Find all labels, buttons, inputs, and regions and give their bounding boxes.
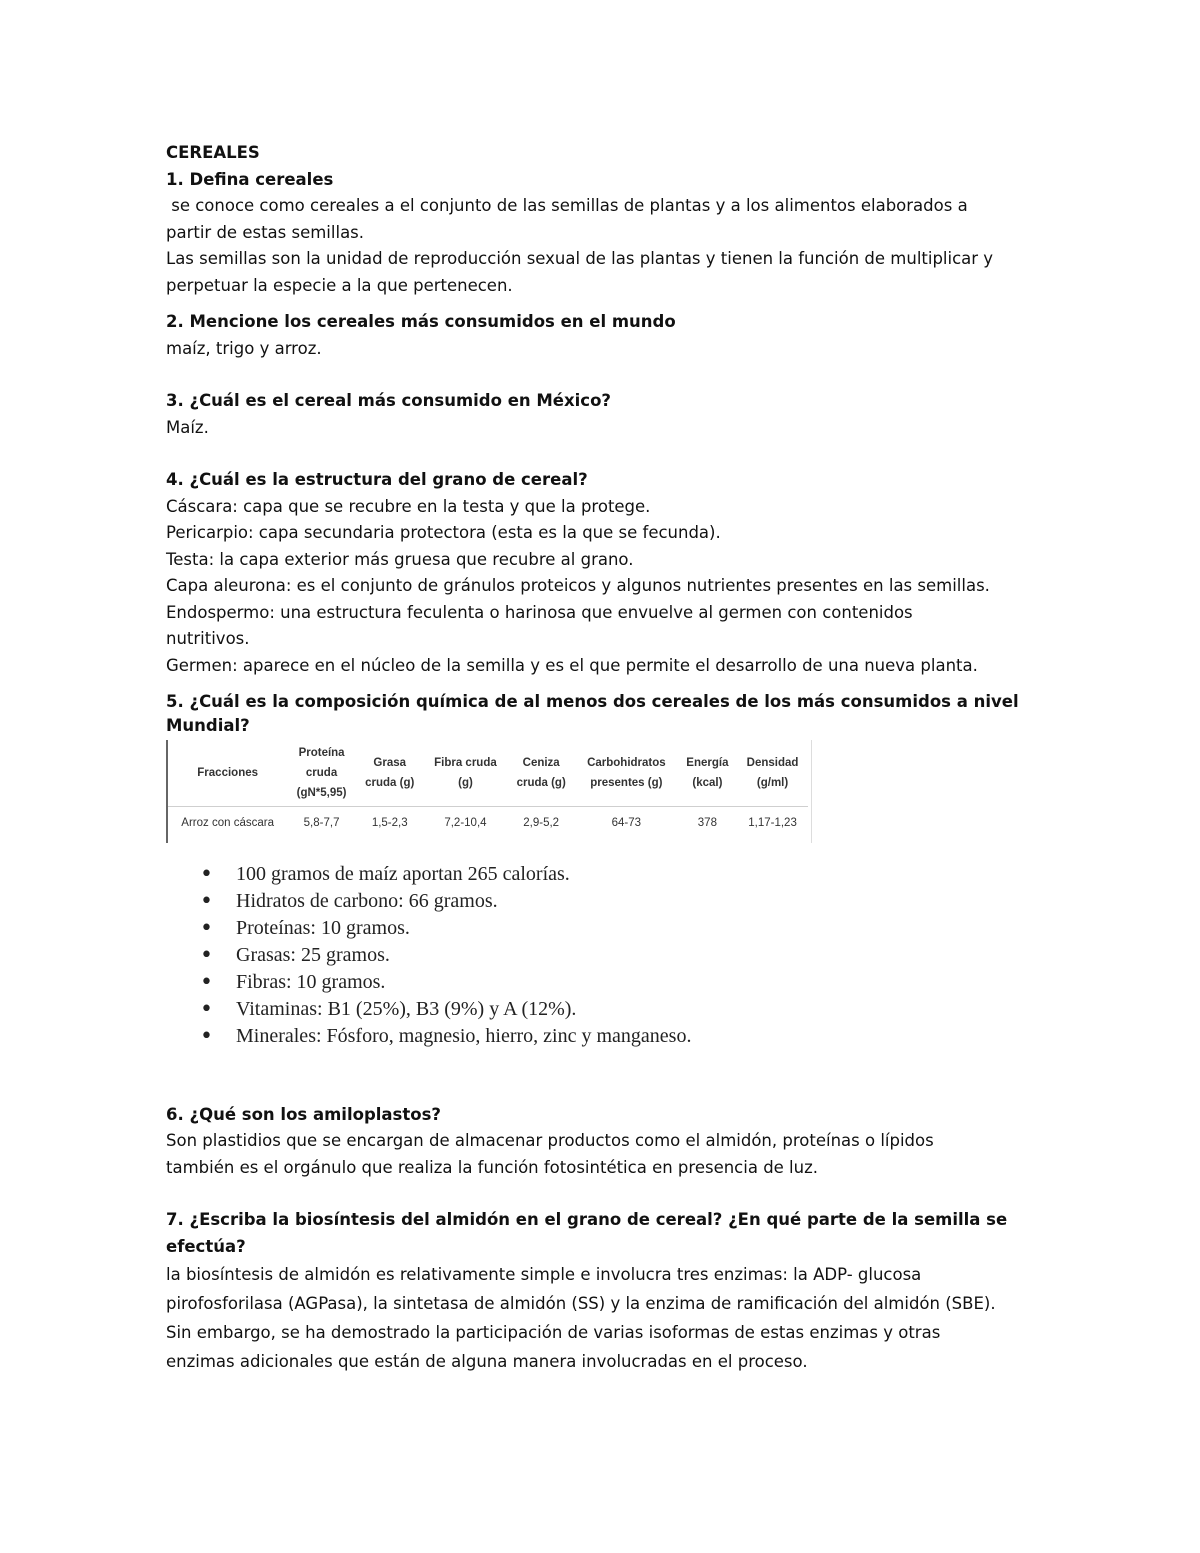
question-5-line: Mundial? (166, 715, 250, 735)
answer-2: maíz, trigo y arroz. (166, 338, 322, 358)
header-line: presentes (g) (590, 776, 663, 789)
header-line: Fracciones (197, 766, 259, 779)
answer-7-line: pirofosforilasa (AGPasa), la sintetasa de almidón (SS) y la enzima de ramificación del almidón (SBE). (166, 1294, 996, 1313)
answer-1-line: partir de estas semillas. (166, 222, 365, 242)
answer-6-line: también es el orgánulo que realiza la función fotosintética en presencia de luz. (166, 1157, 819, 1177)
answer-3: Maíz. (166, 417, 209, 437)
header-line: (g) (458, 776, 473, 789)
table-header-cell (678, 740, 737, 807)
header-line: Fibra cruda (434, 756, 497, 769)
question-7-line: efectúa? (166, 1236, 246, 1256)
answer-7-line: la biosíntesis de almidón es relativamente simple e involucra tres enzimas: la ADP- glucosa (166, 1265, 922, 1284)
document-page (166, 140, 1046, 1376)
list-item: • Proteínas: 10 gramos. (236, 915, 1046, 942)
answer-4-line: Testa: la capa exterior más gruesa que recubre al grano. (166, 549, 634, 569)
list-item: • Grasas: 25 gramos. (236, 942, 1046, 969)
answer-4-line: Pericarpio: capa secundaria protectora (esta es la que se fecunda). (166, 523, 721, 542)
table-cell: 64-73 (611, 817, 642, 830)
table-row (168, 806, 808, 841)
header-line: Densidad (746, 756, 799, 769)
answer-4-line: Germen: aparece en el núcleo de la semilla y es el que permite el desarrollo de una nueva planta. (166, 655, 978, 675)
table-header-cell (424, 740, 508, 807)
answer-1-line: Las semillas son la unidad de reproducción sexual de las plantas y tienen la función de multiplicar y (166, 249, 994, 268)
composition-table-image (166, 740, 812, 843)
table-cell: 1,5-2,3 (371, 817, 408, 830)
answer-7-line: Sin embargo, se ha demostrado la participación de varias isoformas de estas enzimas y otras (166, 1323, 941, 1342)
list-item: • Hidratos de carbono: 66 gramos. (236, 888, 1046, 915)
question-7-line: 7. ¿Escriba la biosíntesis del almidón en el grano de cereal? ¿En qué parte de la semilla se (166, 1210, 1008, 1229)
table-header-cell (507, 740, 575, 807)
header-line: Ceniza (522, 756, 560, 769)
header-line: Grasa (373, 756, 407, 769)
document-title: CEREALES (166, 143, 260, 162)
question-4: 4. ¿Cuál es la estructura del grano de cereal? (166, 470, 588, 489)
answer-4-line: Capa aleurona: es el conjunto de gránulos proteicos y algunos nutrientes presentes en las semillas. (166, 576, 990, 595)
list-item: • 100 gramos de maíz aportan 265 calorías. (236, 861, 1046, 888)
header-line: cruda (305, 766, 338, 779)
table-cell: 2,9-5,2 (523, 817, 560, 830)
list-item: • Vitaminas: B1 (25%), B3 (9%) y A (12%). (236, 996, 1046, 1023)
header-line: Proteína (298, 746, 345, 759)
question-2: 2. Mencione los cereales más consumidos en el mundo (166, 312, 676, 331)
answer-4-line: nutritivos. (166, 629, 250, 648)
table-cell: 5,8-7,7 (303, 817, 340, 830)
table-header-cell (575, 740, 678, 807)
answer-7-line: enzimas adicionales que están de alguna manera involucradas en el proceso. (166, 1352, 808, 1371)
composition-table (168, 740, 808, 841)
table-header-cell (737, 740, 808, 807)
table-cell: 1,17-1,23 (748, 817, 797, 830)
header-line: (g/ml) (756, 776, 789, 789)
nutrition-list (166, 861, 1046, 1050)
header-line: cruda (g) (516, 776, 566, 789)
table-cell: 7,2-10,4 (444, 817, 487, 830)
list-item: • Minerales: Fósforo, magnesio, hierro, zinc y manganeso. (236, 1023, 1046, 1050)
answer-6-line: Son plastidios que se encargan de almacenar productos como el almidón, proteínas o lípidos (166, 1131, 934, 1150)
question-5-line: 5. ¿Cuál es la composición química de al menos dos cereales de los más consumidos a nivel (166, 692, 1019, 711)
table-header-row (168, 740, 808, 807)
answer-1-line: perpetuar la especie a la que pertenecen. (166, 275, 513, 295)
table-header-cell (287, 740, 356, 807)
question-3: 3. ¿Cuál es el cereal más consumido en México? (166, 391, 611, 410)
header-line: (kcal) (692, 776, 723, 789)
table-cell: 378 (697, 817, 717, 830)
answer-1-line: se conoce como cereales a el conjunto de las semillas de plantas y a los alimentos elaborados a (166, 196, 968, 215)
table-header-cell (168, 740, 287, 807)
list-item: • Fibras: 10 gramos. (236, 969, 1046, 996)
answer-4-line: Cáscara: capa que se recubre en la testa y que la protege. (166, 496, 651, 516)
table-cell: Arroz con cáscara (181, 817, 274, 830)
header-line: Carbohidratos (587, 756, 666, 769)
header-line: (gN*5,95) (296, 786, 347, 799)
header-line: Energía (686, 756, 729, 769)
question-1: 1. Defina cereales (166, 169, 334, 189)
table-header-cell (356, 740, 424, 807)
header-line: cruda (g) (365, 776, 415, 789)
question-6: 6. ¿Qué son los amiloplastos? (166, 1104, 441, 1124)
answer-4-line: Endospermo: una estructura feculenta o harinosa que envuelve al germen con contenidos (166, 602, 913, 622)
